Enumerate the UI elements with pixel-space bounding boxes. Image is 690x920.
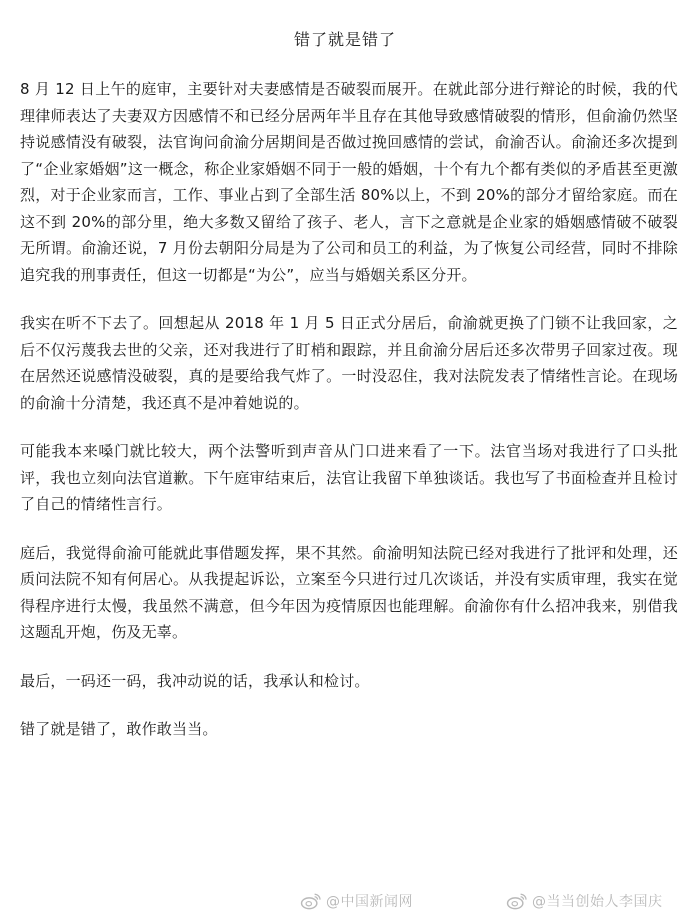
paragraph-2: 我实在听不下去了。回想起从 2018 年 1 月 5 日正式分居后，俞渝就更换了门锁不让我回家，之后不仅污蔑我去世的父亲，还对我进行了盯梢和跟踪，并且俞渝分居后还多次带男子回家过夜。现在居然还说感情没破裂，真的是要给我气炸了。一时没忍住，我对法院发表了情绪性言论。在现场的俞渝十分清楚，我还真不是冲着她说的。 xyxy=(20,314,678,412)
paragraph-5: 最后，一码还一码，我冲动说的话，我承认和检讨。 xyxy=(20,671,370,690)
watermark-text: @中国新闻网 xyxy=(326,894,413,910)
paragraph-3: 可能我本来嗓门就比较大，两个法警听到声音从门口进来看了一下。法官当场对我进行了口头批评，我也立刻向法官道歉。下午庭审结束后，法官让我留下单独谈话。我也写了书面检查并且检讨了自己的情绪性言行。 xyxy=(20,442,678,513)
weibo-logo-icon xyxy=(300,892,322,910)
paragraph-6: 错了就是错了，敢作敢当当。 xyxy=(20,720,218,738)
watermark-bar xyxy=(0,888,690,914)
paragraph-4: 庭后，我觉得俞渝可能就此事借题发挥，果不其然。俞渝明知法院已经对我进行了批评和处理，还质问法院不知有何居心。从我提起诉讼，立案至今只进行过几次谈话，并没有实质审理，我实在觉得程序进行太慢，我虽然不满意，但今年因为疫情原因也能理解。俞渝你有什么招冲我来，别借我这题乱开炮，伤及无辜。 xyxy=(20,543,678,641)
weibo-logo-icon xyxy=(506,892,528,910)
document-body xyxy=(20,76,678,765)
watermark-chinanews xyxy=(300,888,413,914)
paragraph-1: 8 月 12 日上午的庭审，主要针对夫妻感情是否破裂而展开。在就此部分进行辩论的时候，我的代理律师表达了夫妻双方因感情不和已经分居两年半且存在其他导致感情破裂的情形，但俞渝仍然坚持说感情没有破裂，法官询问俞渝分居期间是否做过挽回感情的尝试，俞渝否认。俞渝还多次提到了“企业家婚姻”这一概念，称企业家婚姻不同于一般的婚姻，十个有九个都有类似的矛盾甚至更激烈，对于企业家而言，工作、事业占到了全部生活 80%以上，不到 20%的部分才留给家庭。而在这不到 20%的部分里，绝大多数又留给了孩子、老人，言下之意就是企业家的婚姻感情破不破裂无所谓。俞渝还说，7 月份去朝阳分局是为了公司和员工的利益，为了恢复公司经营，同时不排除追究我的刑事责任，但这一切都是“为公”，应当与婚姻关系区分开。 xyxy=(20,80,678,284)
watermark-text: @当当创始人李国庆 xyxy=(532,894,663,910)
watermark-lee-guoqing xyxy=(506,888,663,914)
document-title: 错了就是错了 xyxy=(293,30,396,49)
